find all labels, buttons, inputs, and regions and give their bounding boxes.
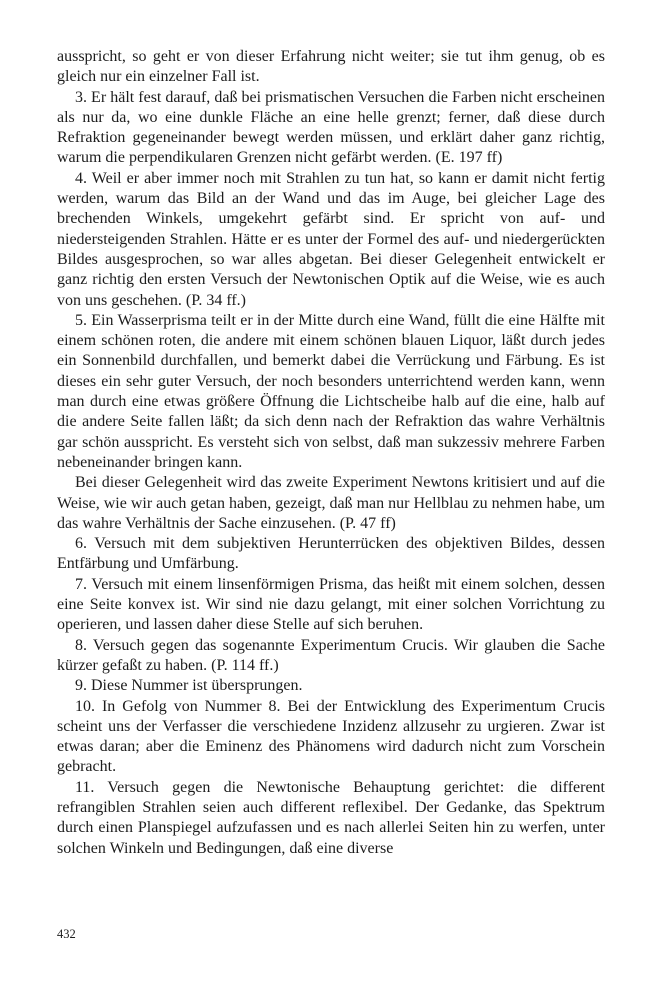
- paragraph: ausspricht, so geht er von dieser Erfahrung nicht weiter; sie tut ihm genug, ob es gleich nur ein einzelner Fall ist.: [57, 48, 605, 86]
- paragraph: 7. Versuch mit einem linsenförmigen Prisma, das heißt mit einem solchen, dessen eine Seite konvex ist. Wir sind nie dazu gelangt, mit einer solchen Vorrichtung zu operieren, und lassen daher diese Stelle auf sich beruhen.: [57, 575, 605, 634]
- paragraph: 5. Ein Wasserprisma teilt er in der Mitte durch eine Wand, füllt die eine Hälfte mit einem schönen roten, die andere mit einem schönen blauen Liquor, läßt durch jedes ein Sonnenbild durchfallen, und bemerkt dabei die Verrückung und Färbung. Es ist dieses ein sehr guter Versuch, der noch besonders unterrichtend werden kann, wenn man durch eine etwas größere Öffnung die Lichtscheibe halb auf die eine, halb auf die andere Seite fallen läßt; da sich denn nach der Refraktion das wahre Verhältnis gar schön ausspricht. Es versteht sich von selbst, daß man sukzessiv mehrere Farben nebeneinander bringen kann.: [57, 311, 605, 471]
- paragraph: Bei dieser Gelegenheit wird das zweite Experiment Newtons kritisiert und auf die Weise, wie wir auch getan haben, gezeigt, daß man nur Hellblau zu nehmen habe, um das wahre Verhältnis der Sache einzusehen. (P. 47 ff): [57, 474, 605, 532]
- paragraph: 6. Versuch mit dem subjektiven Herunterrücken des objektiven Bildes, dessen Entfärbung und Umfärbung.: [57, 535, 605, 573]
- paragraph: 3. Er hält fest darauf, daß bei prismatischen Versuchen die Farben nicht erscheinen als nur da, wo eine dunkle Fläche an eine helle grenzt; ferner, daß diese durch Refraktion gegeneinander bewegt werden müssen, und erklärt daher ganz richtig, warum die perpendikularen Grenzen nicht gefärbt werden. (E. 197 ff): [57, 88, 605, 167]
- paragraph: 8. Versuch gegen das sogenannte Experimentum Crucis. Wir glauben die Sache kürzer gefaßt zu haben. (P. 114 ff.): [57, 636, 605, 674]
- body-text: [57, 47, 605, 859]
- paragraph: 11. Versuch gegen die Newtonische Behauptung gerichtet: die different refrangiblen Strahlen seien auch different reflexibel. Der Gedanke, das Spektrum durch einen Planspiegel aufzufassen und es nach allerlei Seiten hin zu werfen, unter solchen Winkeln und Bedingungen, daß eine diverse: [57, 778, 605, 857]
- paragraph: 4. Weil er aber immer noch mit Strahlen zu tun hat, so kann er damit nicht fertig werden, warum das Bild an der Wand und das im Auge, bei gleicher Lage des brechenden Winkels, umgekehrt gefärbt sind. Er spricht von auf- und niedersteigenden Strahlen. Hätte er es unter der Formel des auf- und niedergerückten Bildes ausgesprochen, so war alles abgetan. Bei dieser Gelegenheit entwickelt er ganz richtig den ersten Versuch der Newtonischen Optik auf die Weise, wie es auch von uns geschehen. (P. 34 ff.): [57, 169, 605, 309]
- paragraph: 10. In Gefolg von Nummer 8. Bei der Entwicklung des Experimentum Crucis scheint uns der Verfasser die verschiedene Inzidenz allzusehr zu urgieren. Zwar ist etwas daran; aber die Eminenz des Phänomens wird dadurch nicht zum Vorschein gebracht.: [57, 697, 605, 776]
- paragraph: 9. Diese Nummer ist übersprungen.: [75, 677, 303, 695]
- page-number: 432: [57, 927, 76, 941]
